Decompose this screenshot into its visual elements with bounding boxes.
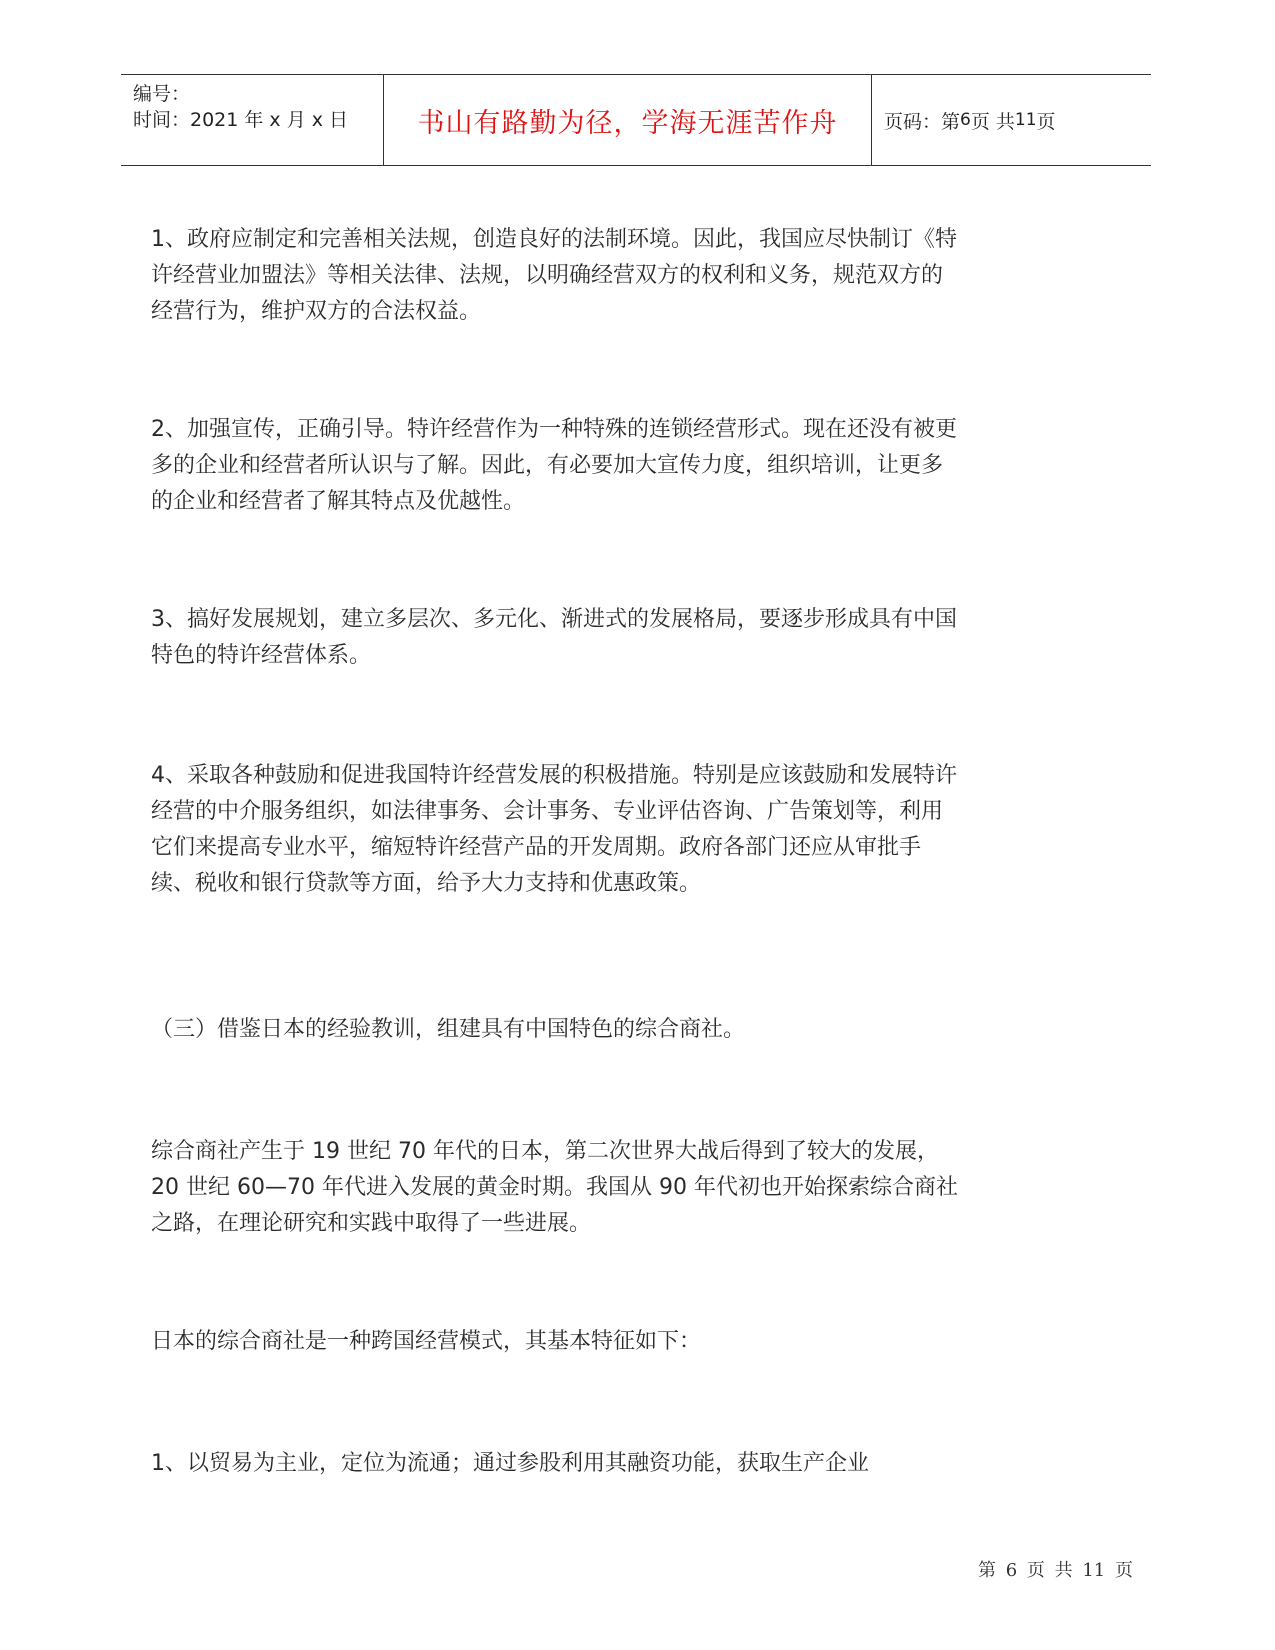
motto: 书山有路勤为径，学海无涯苦作舟	[417, 107, 838, 139]
paragraph: 3、搞好发展规划，建立多层次、多元化、渐进式的发展格局，要逐步形成具有中国特色的特许经营体系。	[151, 607, 957, 668]
document-number-label: 编号：	[133, 83, 191, 105]
paragraph: 日本的综合商社是一种跨国经营模式，其基本特征如下：	[151, 1329, 702, 1354]
paragraph: 2、加强宣传，正确引导。特许经营作为一种特殊的连锁经营形式。现在还没有被更多的企业和经营者所认识与了解。因此，有必要加大宣传力度，组织培训，让更多的企业和经营者了解其特点及优越性。	[151, 417, 957, 514]
document-time: 时间：2021 年 x 月 x 日	[133, 109, 349, 131]
paragraph: 1、政府应制定和完善相关法规，创造良好的法制环境。因此，我国应尽快制订《特许经营业加盟法》等相关法律、法规，以明确经营双方的权利和义务，规范双方的经营行为，维护双方的合法权益。	[151, 227, 957, 324]
page-footer: 第 6 页 共 11 页	[978, 1560, 1133, 1581]
page-mid: 页 共	[970, 110, 1015, 133]
page-label: 页码：第	[884, 110, 961, 133]
header-meta	[121, 75, 384, 165]
section-heading: （三）借鉴日本的经验教训，组建具有中国特色的综合商社。	[151, 1017, 746, 1042]
paragraph: 综合商社产生于 19 世纪 70 年代的日本，第二次世界大战后得到了较大的发展，20 世纪 60—70 年代进入发展的黄金时期。我国从 90 年代初也开始探索综合商社之路，在理论研究和实践中取得了一些进展。	[151, 1139, 958, 1236]
page-current: 6	[960, 110, 971, 130]
paragraph: 4、采取各种鼓励和促进我国特许经营发展的积极措施。特别是应该鼓励和发展特许经营的中介服务组织，如法律事务、会计事务、专业评估咨询、广告策划等，利用它们来提高专业水平，缩短特许经营产品的开发周期。政府各部门还应从审批手续、税收和银行贷款等方面，给予大力支持和优惠政策。	[151, 763, 957, 896]
page-total: 11	[1014, 110, 1037, 130]
page-end: 页	[1036, 110, 1056, 133]
header-motto-cell	[384, 75, 872, 165]
page-header	[121, 74, 1151, 166]
paragraph: 1、以贸易为主业，定位为流通；通过参股利用其融资功能，获取生产企业	[151, 1451, 869, 1476]
header-page-info	[872, 75, 1151, 165]
